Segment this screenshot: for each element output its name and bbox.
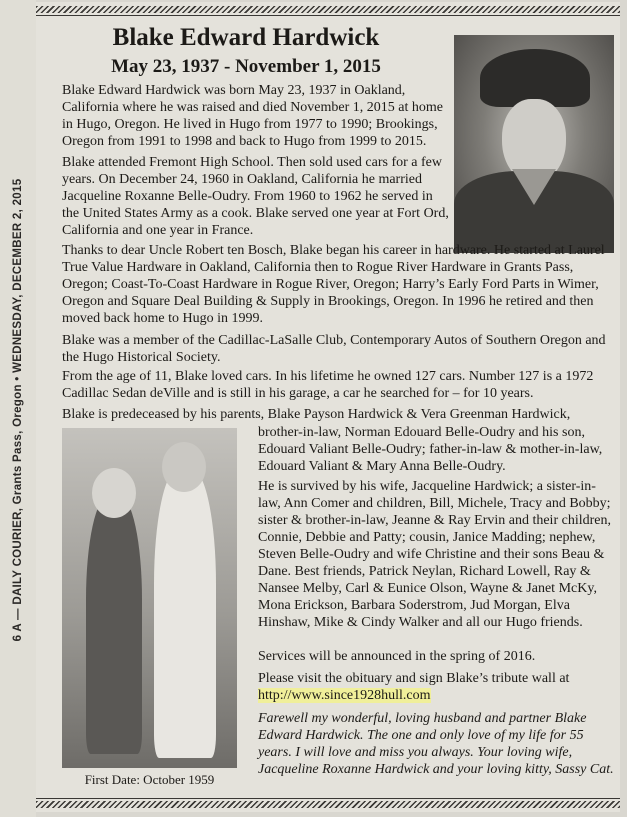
paragraph-clubs: Blake was a member of the Cadillac-LaSalle Club, Contemporary Autos of Southern Oregon and the Hugo Historical Society. [62, 333, 606, 365]
photo-man [154, 468, 216, 758]
paragraph-school-army: Blake attended Fremont High School. Then sold used cars for a few years. On December 24, 1960 in Oakland, California he married Jacqueline Roxanne Belle-Oudry. From 1960 to 1962 he served in the United States Army as a cook. Blake served one year at Fort Ord, California and one year in France. [62, 155, 449, 238]
army-portrait-photo [454, 35, 614, 253]
paragraph-career: Thanks to dear Uncle Robert ten Bosch, Blake began his career in hardware. He started at Laurel True Value Hardware in Oakland, California then to Rogue River Hardware in Grants Pass, Oregon; Coast-To-Coast Hardware in Rogue River, Oregon; Harry’s Early Ford Parts in Wimer, Oregon and Square Deal Building & Supply in Brookings, Oregon. In 1996 he retired and then moved back home to Hugo in 1999. [62, 243, 605, 326]
tribute-text: Please visit the obituary and sign Blake’s tribute wall at [258, 671, 570, 686]
couple-photo [62, 428, 237, 768]
obituary-dates: May 23, 1937 - November 1, 2015 [111, 56, 381, 77]
bottom-border [36, 801, 620, 808]
paragraph-survived: He is survived by his wife, Jacqueline Hardwick; a sister-in-law, Ann Comer and children, Bill, Michele, Tracy and Bobby; sister & brother-in-law, Jeanne & Ray Ervin and their children, Connie, Debbie and Patty; cousin, Janice Madding; nephew, Steven Belle-Oudry and wife Christine and their sons Beau & Dane. Best friends, Patrick Neylan, Richard Lowell, Ray & Nansee Melby, Carl & Eunice Olson, Wayne & Janet McKy, Mona Erickson, Barbara Soderstrom, Jud Morgan, Elva Hinshaw, Mike & Cindy Walker and all our Hugo friends. [258, 479, 611, 630]
paragraph-services: Services will be announced in the spring of 2016. [258, 649, 536, 664]
bottom-border-line [36, 798, 620, 799]
paragraph-birth: Blake Edward Hardwick was born May 23, 1937 in Oakland, California where he was raised and died November 1, 2015 at home in Hugo, Oregon. He lived in Hugo from 1977 to 1990; Brookings, Oregon from 1991 to 1998 and back to Hugo from 1999 to 2015. [62, 83, 443, 149]
obituary-clipping [36, 2, 620, 812]
top-border-line [36, 15, 620, 16]
spine-text: 6 A — DAILY COURIER, Grants Pass, Oregon • WEDNESDAY, DECEMBER 2, 2015 [12, 178, 24, 642]
paragraph-cars: From the age of 11, Blake loved cars. In his lifetime he owned 127 cars. Number 127 is a 1972 Cadillac Sedan deVille and is still in his garage, a car he searched for – for 10 years. [62, 369, 594, 401]
paragraph-predeceased-cont: brother-in-law, Norman Edouard Belle-Oudry and his son, Edouard Valiant Belle-Oudry; father-in-law & mother-in-law, Edouard Valiant & Mary Anna Belle-Oudry. [258, 425, 603, 474]
photo-caption: First Date: October 1959 [84, 772, 215, 787]
paragraph-tribute [258, 670, 614, 704]
top-border [36, 6, 620, 13]
paragraph-farewell: Farewell my wonderful, loving husband and partner Blake Edward Hardwick. The one and only love of my life for 55 years. I will love and miss you always. Your loving wife, Jacqueline Roxanne Hardwick and your loving kitty, Sassy Cat. [258, 711, 614, 777]
obituary-title: Blake Edward Hardwick [112, 24, 380, 51]
photo-woman [86, 496, 142, 754]
tribute-link[interactable]: http://www.since1928hull.com [258, 688, 431, 703]
paragraph-predeceased: Blake is predeceased by his parents, Blake Payson Hardwick & Vera Greenman Hardwick, [62, 407, 571, 422]
photo-woman-head [92, 468, 136, 518]
photo-man-head [162, 442, 206, 492]
page-spine [0, 0, 36, 817]
